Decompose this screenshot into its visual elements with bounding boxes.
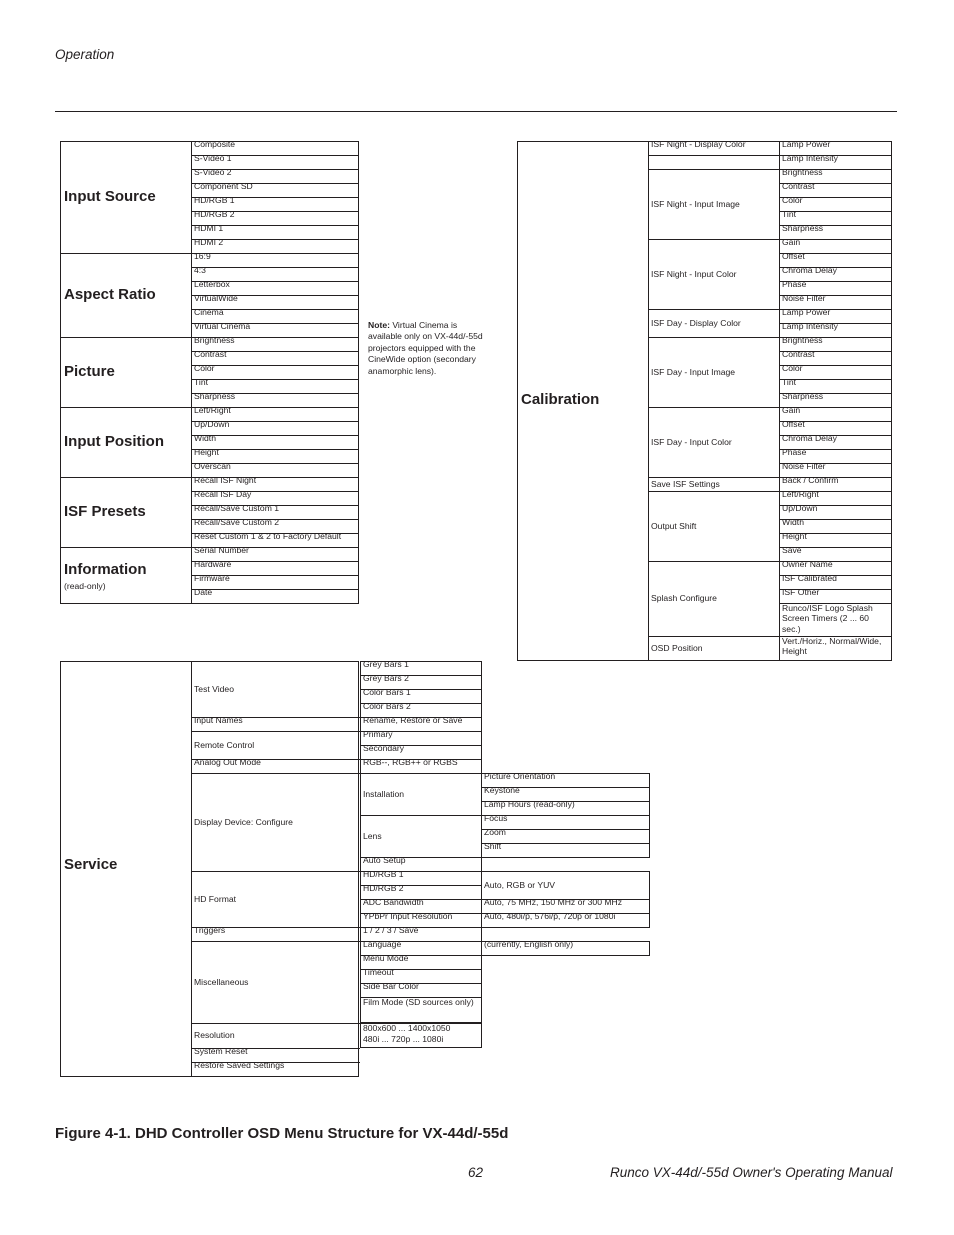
calibration-item-label: Color <box>782 363 803 373</box>
menu-item-label: Up/Down <box>194 419 230 429</box>
service-subitem-label: Primary <box>363 729 393 739</box>
menu-item <box>191 251 358 265</box>
service-leaf-label: Auto, 75 MHz, 150 MHz or 300 MHz <box>484 897 623 907</box>
menu-item-label: Recall/Save Custom 2 <box>194 517 280 527</box>
service-item <box>191 731 360 759</box>
calibration-item-label: Noise Filter <box>782 293 826 303</box>
rule-line <box>191 365 358 366</box>
calibration-group-label: OSD Position <box>651 642 703 653</box>
menu-item-label: 16:9 <box>194 251 211 261</box>
calibration-item-label: Brightness <box>782 167 823 177</box>
service-subitem-label: 1 / 2 / 3 / Save <box>363 925 419 935</box>
calibration-item-label: Phase <box>782 279 807 289</box>
menu-item-label: Brightness <box>194 335 235 345</box>
rule-line <box>779 365 891 366</box>
menu-item-label: Overscan <box>194 461 231 471</box>
rule-line <box>191 575 358 576</box>
calibration-item-label: Offset <box>782 419 805 429</box>
rule-line <box>191 211 358 212</box>
service-item <box>191 773 360 871</box>
rule-line <box>779 155 891 156</box>
rule-line <box>360 745 481 746</box>
menu-item-label: Serial Number <box>194 545 249 555</box>
service-subitem-label: Grey Bars 1 <box>363 659 409 669</box>
service-item-label: System Reset <box>194 1046 248 1056</box>
service-item-label: Restore Saved Settings <box>194 1060 285 1070</box>
calibration-item-label: Contrast <box>782 181 815 191</box>
rule-line <box>191 393 358 394</box>
menu-item-label: Left/Right <box>194 405 231 415</box>
service-subitem-label: Menu Mode <box>363 953 409 963</box>
service-subitem <box>360 981 481 995</box>
calibration-item <box>779 489 891 503</box>
service-leaf-label: Zoom <box>484 827 506 837</box>
rule-line <box>191 351 358 352</box>
calibration-group-label: ISF Night - Display Color <box>651 139 746 149</box>
rule-line <box>779 547 891 548</box>
service-leaf <box>481 771 649 785</box>
calibration-item-label: Color <box>782 195 803 205</box>
calibration-item <box>779 559 891 573</box>
service-subitem-label: YPbPr Input Resolution <box>363 911 453 921</box>
service-item <box>191 1046 360 1060</box>
calibration-group-label: ISF Day - Input Image <box>651 366 736 377</box>
category-information: Information <box>64 561 147 578</box>
service-subitem-label: Rename, Restore or Save <box>363 715 463 725</box>
calibration-item-label: Lamp Power <box>782 139 831 149</box>
service-item <box>191 1060 360 1074</box>
service-subitem-label: Timeout <box>363 967 394 977</box>
rule-line <box>779 421 891 422</box>
calibration-item <box>779 475 891 489</box>
calibration-group-label: Save ISF Settings <box>651 478 720 489</box>
rule-line <box>481 843 649 844</box>
category-isf-presets: ISF Presets <box>64 503 146 520</box>
calibration-group-label: ISF Day - Input Color <box>651 436 732 447</box>
service-item <box>191 925 360 939</box>
calibration-item <box>779 237 891 251</box>
calibration-item-label: Noise Filter <box>782 461 826 471</box>
rule-line <box>191 379 358 380</box>
menu-item-label: HD/RGB 1 <box>194 195 235 205</box>
rule-line <box>191 505 358 506</box>
menu-item-label: S-Video 2 <box>194 167 232 177</box>
rule-line <box>779 533 891 534</box>
calibration-group <box>648 169 779 239</box>
calibration-group <box>648 407 779 477</box>
service-subitem <box>360 925 481 939</box>
service-subitem <box>360 897 481 911</box>
service-subitem-label: Secondary <box>363 743 405 753</box>
rule-line <box>779 393 891 394</box>
manual-title: Runco VX-44d/-55d Owner's Operating Manual <box>610 1165 893 1180</box>
service-subitem-label: RGB--, RGB++ or RGBS <box>363 757 458 767</box>
service-item-label: Analog Out Mode <box>194 757 261 767</box>
service-leaf-label: Lamp Hours (read-only) <box>484 799 575 809</box>
calibration-group-label: Splash Configure <box>651 593 717 604</box>
calibration-item-label: Brightness <box>782 335 823 345</box>
service-leaf-label: (currently, English only) <box>484 939 574 949</box>
rule-line <box>360 703 481 704</box>
rule-line <box>360 675 481 676</box>
service-item-label: Test Video <box>194 683 234 694</box>
menu-item-label: HDMI 1 <box>194 223 224 233</box>
calibration-group <box>648 337 779 407</box>
calibration-item-label: Lamp Intensity <box>782 321 838 331</box>
service-subitem <box>360 939 481 953</box>
service-item-label: Remote Control <box>194 739 255 750</box>
menu-item-label: Tint <box>194 377 209 387</box>
calibration-item <box>779 603 891 636</box>
rule-line <box>779 351 891 352</box>
calibration-item-label: Phase <box>782 447 807 457</box>
service-subitem <box>360 997 481 1021</box>
calibration-item-label: Sharpness <box>782 223 824 233</box>
menu-item <box>191 405 358 419</box>
menu-item-label: Cinema <box>194 307 224 317</box>
calibration-item-label: Save <box>782 545 802 555</box>
rule-line <box>191 239 358 240</box>
menu-item-label: Recall ISF Day <box>194 489 252 499</box>
note-label: Note: <box>368 320 390 330</box>
header-rule <box>55 111 897 112</box>
page-number: 62 <box>468 1165 484 1180</box>
service-subitem <box>360 869 481 883</box>
rule-line <box>191 463 358 464</box>
category-service: Service <box>64 856 118 873</box>
rule-line <box>779 519 891 520</box>
rule-line <box>779 183 891 184</box>
calibration-item <box>779 307 891 321</box>
calibration-item-label: ISF Calibrated <box>782 573 837 583</box>
menu-item-label: Letterbox <box>194 279 230 289</box>
section-header: Operation <box>55 47 115 62</box>
rule-line <box>779 449 891 450</box>
rule-line <box>779 603 891 604</box>
menu-item <box>191 139 358 153</box>
service-subitem <box>360 729 481 743</box>
menu-item-label: Sharpness <box>194 391 236 401</box>
service-item-label: HD Format <box>194 893 237 904</box>
service-item-label: Display Device: Configure <box>194 816 293 827</box>
rule-line <box>191 295 358 296</box>
rule-line <box>779 295 891 296</box>
service-subitem <box>360 815 481 857</box>
rule-line <box>360 689 481 690</box>
rule-line <box>779 281 891 282</box>
virtual-cinema-note <box>368 320 493 377</box>
calibration-group-label: ISF Night - Input Color <box>651 268 737 279</box>
service-leaf <box>481 911 649 925</box>
service-subitem-label: Film Mode (SD sources only) <box>363 997 474 1007</box>
category-input-position: Input Position <box>64 433 164 450</box>
calibration-item-label: Back / Confirm <box>782 475 839 485</box>
menu-item-label: HDMI 2 <box>194 237 224 247</box>
menu-item <box>191 545 358 559</box>
rule-line <box>779 211 891 212</box>
service-subitem <box>360 773 481 815</box>
calibration-item-label: Left/Right <box>782 489 819 499</box>
calibration-item-label: Offset <box>782 251 805 261</box>
rule-line <box>779 463 891 464</box>
menu-item-label: Component SD <box>194 181 253 191</box>
calibration-group <box>648 636 779 660</box>
calibration-group <box>648 309 779 337</box>
service-item-label: Miscellaneous <box>194 976 249 987</box>
rule-line <box>191 519 358 520</box>
service-leaf-label: Shift <box>484 841 502 851</box>
service-subitem-label: ADC Bandwidth <box>363 897 424 907</box>
service-subitem-label: Installation <box>363 788 405 799</box>
calibration-item-label: Owner Name <box>782 559 833 569</box>
calibration-item <box>779 139 891 153</box>
service-leaf-label: Keystone <box>484 785 520 795</box>
service-leaf-label: Focus <box>484 813 508 823</box>
service-item <box>191 715 360 729</box>
service-leaf <box>481 871 649 899</box>
menu-item-label: Height <box>194 447 219 457</box>
rule-line <box>191 183 358 184</box>
menu-item-label: Hardware <box>194 559 232 569</box>
calibration-item-label: Gain <box>782 405 801 415</box>
calibration-group-label: Output Shift <box>651 520 697 531</box>
service-leaf-label: Auto, RGB or YUV <box>484 879 556 890</box>
service-item <box>191 871 360 927</box>
menu-item-label: Firmware <box>194 573 230 583</box>
calibration-item-label: Runco/ISF Logo Splash Screen Timers (2 ... 60 sec.) <box>782 603 873 634</box>
rule-line <box>191 155 358 156</box>
information-subtitle: (read-only) <box>64 581 106 591</box>
menu-item-label: HD/RGB 2 <box>194 209 235 219</box>
service-subitem <box>360 883 481 897</box>
calibration-item-label: Tint <box>782 209 797 219</box>
menu-item-label: Virtual Cinema <box>194 321 251 331</box>
calibration-item-label: Lamp Power <box>782 307 831 317</box>
calibration-item-label: ISF Other <box>782 587 820 597</box>
service-subitem <box>360 659 481 673</box>
rule-line <box>779 379 891 380</box>
menu-item-label: Recall/Save Custom 1 <box>194 503 280 513</box>
calibration-item-label: Up/Down <box>782 503 818 513</box>
calibration-item-label: Lamp Intensity <box>782 153 838 163</box>
service-subitem <box>360 855 481 869</box>
rule-line <box>191 561 358 562</box>
rule-line <box>481 829 649 830</box>
calibration-group <box>648 477 779 491</box>
service-item <box>191 1023 360 1048</box>
service-subitem-label: 480i ... 720p ... 1080i <box>363 1034 444 1044</box>
calibration-item-label: Vert./Horiz., Normal/Wide, Height <box>782 636 882 657</box>
service-subitem-label: Color Bars 2 <box>363 701 411 711</box>
menu-item-label: VirtualWide <box>194 293 238 303</box>
calibration-item <box>779 636 891 660</box>
rule-line <box>191 589 358 590</box>
service-subitem-label: HD/RGB 1 <box>363 869 404 879</box>
rule-line <box>779 225 891 226</box>
service-item <box>191 941 360 1023</box>
rule-line <box>191 309 358 310</box>
rule-line <box>191 225 358 226</box>
rule-line <box>191 491 358 492</box>
category-input-source: Input Source <box>64 188 156 205</box>
service-subitem <box>360 757 481 771</box>
service-subitem <box>360 911 481 925</box>
service-leaf <box>481 939 649 953</box>
menu-item <box>191 475 358 489</box>
service-subitem-label: Grey Bars 2 <box>363 673 409 683</box>
menu-item-label: Width <box>194 433 216 443</box>
menu-item-label: Date <box>194 587 213 597</box>
calibration-item-label: Width <box>782 517 804 527</box>
calibration-group <box>648 561 779 636</box>
rule-line <box>779 589 891 590</box>
rule-line <box>191 533 358 534</box>
rule-line <box>779 505 891 506</box>
rule-line <box>779 253 891 254</box>
menu-item-label: Contrast <box>194 349 227 359</box>
menu-item-label: S-Video 1 <box>194 153 232 163</box>
calibration-item-label: Height <box>782 531 807 541</box>
calibration-item-label: Sharpness <box>782 391 824 401</box>
menu-item-label: Reset Custom 1 & 2 to Factory Default <box>194 531 342 541</box>
calibration-item-label: Chroma Delay <box>782 433 837 443</box>
service-item <box>191 661 360 717</box>
service-subitem <box>360 967 481 981</box>
menu-item-label: 4:3 <box>194 265 206 275</box>
rule-line <box>779 197 891 198</box>
service-subitem-label: 800x600 ... 1400x1050 <box>363 1023 451 1033</box>
service-subitem-label: Lens <box>363 830 382 841</box>
rule-line <box>191 323 358 324</box>
calibration-item-label: Contrast <box>782 349 815 359</box>
calibration-item <box>779 405 891 419</box>
rule-line <box>481 787 649 788</box>
service-item-label: Resolution <box>194 1030 235 1041</box>
service-subitem-label: Color Bars 1 <box>363 687 411 697</box>
category-calibration: Calibration <box>521 390 600 408</box>
calibration-item-label: Chroma Delay <box>782 265 837 275</box>
menu-item-label: Color <box>194 363 215 373</box>
category-aspect-ratio: Aspect Ratio <box>64 286 156 303</box>
rule-line <box>191 197 358 198</box>
rule-line <box>779 323 891 324</box>
service-subitem <box>360 953 481 967</box>
service-leaf-label: Auto, 480i/p, 576i/p, 720p or 1080i <box>484 911 616 921</box>
rule-line <box>191 281 358 282</box>
service-leaf <box>481 813 649 827</box>
menu-item-label: Composite <box>194 139 236 149</box>
service-subitem-label: Language <box>363 939 402 949</box>
rule-line <box>779 267 891 268</box>
calibration-group <box>648 239 779 309</box>
rule-line <box>779 575 891 576</box>
calibration-group-label: ISF Night - Input Image <box>651 198 740 209</box>
service-subitem-label: Auto Setup <box>363 855 406 865</box>
service-subitem <box>360 1034 481 1048</box>
rule-line <box>779 435 891 436</box>
service-item <box>191 757 360 771</box>
service-item-label: Triggers <box>194 925 226 935</box>
service-item-label: Input Names <box>194 715 243 725</box>
rule-line <box>191 449 358 450</box>
rule-line <box>481 801 649 802</box>
note-text: Virtual Cinema is available only on VX-44d/-55d projectors equipped with the CineWide option (secondary anamorphic lens). <box>368 320 483 376</box>
calibration-group-label: ISF Day - Display Color <box>651 317 741 328</box>
calibration-item-label: Tint <box>782 377 797 387</box>
service-leaf <box>481 897 649 911</box>
calibration-item <box>779 335 891 349</box>
calibration-group <box>648 139 779 153</box>
rule-line <box>648 155 779 156</box>
calibration-group <box>648 491 779 561</box>
service-subitem-label: HD/RGB 2 <box>363 883 404 893</box>
rule-line <box>191 421 358 422</box>
rule-line <box>191 267 358 268</box>
calibration-item <box>779 167 891 181</box>
figure-caption: Figure 4-1. DHD Controller OSD Menu Structure for VX-44d/-55d <box>55 1125 509 1142</box>
service-subitem-label: Side Bar Color <box>363 981 419 991</box>
service-leaf-label: Picture Orientation <box>484 771 556 781</box>
category-picture: Picture <box>64 363 115 380</box>
menu-item-label: Recall ISF Night <box>194 475 257 485</box>
calibration-item-label: Gain <box>782 237 801 247</box>
rule-line <box>191 169 358 170</box>
menu-item <box>191 335 358 349</box>
service-subitem <box>360 715 481 729</box>
rule-line <box>191 435 358 436</box>
